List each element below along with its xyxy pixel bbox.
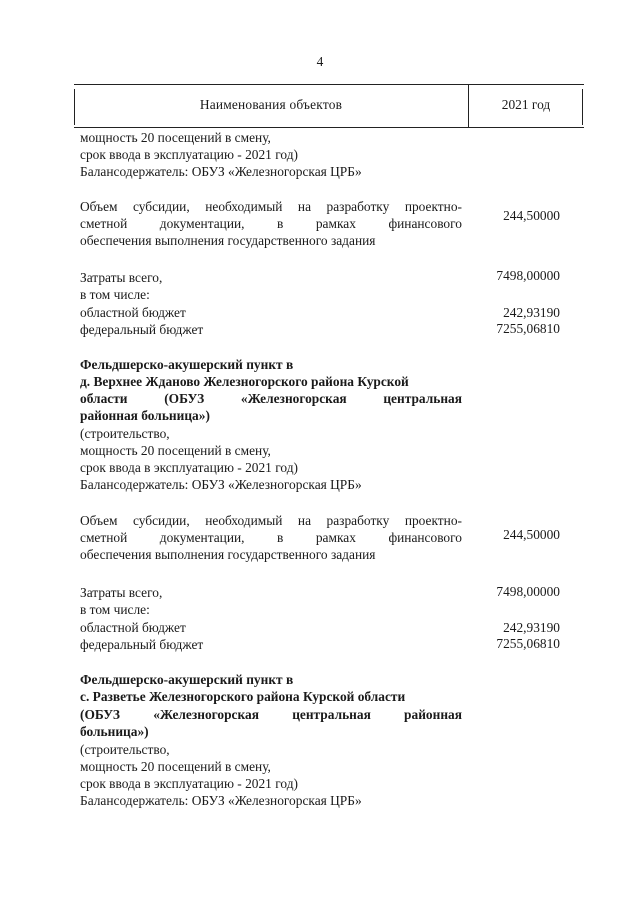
costs-including-label: в том числе: — [80, 287, 150, 302]
commissioning-line: срок ввода в эксплуатацию - 2021 год) — [80, 776, 298, 791]
word: на — [297, 513, 312, 528]
word: документации, — [159, 530, 245, 545]
word: центральная — [383, 391, 462, 406]
subsidy-text-line-2 — [80, 530, 462, 546]
commissioning-line: срок ввода в эксплуатацию - 2021 год) — [80, 147, 298, 162]
regional-budget-value: 242,93190 — [503, 305, 560, 320]
word: (ОБУЗ — [80, 707, 120, 722]
federal-budget-label: федеральный бюджет — [80, 637, 204, 652]
word: на — [297, 199, 312, 214]
regional-budget-label: областной бюджет — [80, 620, 186, 635]
subsidy-text-line-3: обеспечения выполнения государственного задания — [80, 547, 376, 562]
capacity-line: мощность 20 посещений в смену, — [80, 759, 271, 774]
word: центральная — [292, 707, 371, 722]
balance-holder-line: Балансодержатель: ОБУЗ «Железногорская ЦРБ» — [80, 793, 362, 808]
word: «Железногорская — [240, 391, 347, 406]
commissioning-line: срок ввода в эксплуатацию - 2021 год) — [80, 460, 298, 475]
capacity-line: мощность 20 посещений в смену, — [80, 130, 271, 145]
regional-budget-label: областной бюджет — [80, 305, 186, 320]
subsidy-text-line-2 — [80, 216, 462, 232]
word: необходимый — [205, 513, 283, 528]
word: документации, — [159, 216, 245, 231]
word: проектно- — [404, 513, 462, 528]
word: субсидии, — [133, 199, 190, 214]
word: субсидии, — [133, 513, 190, 528]
object-title-line-2: с. Разветье Железногорского района Курской области — [80, 689, 406, 704]
object-title-line-3 — [80, 391, 462, 407]
column-header-year: 2021 год — [501, 97, 551, 112]
federal-budget-value: 7255,06810 — [496, 636, 560, 651]
subsidy-text-line-1 — [80, 513, 462, 529]
word: сметной — [80, 216, 128, 231]
object-title-line-2: д. Верхнее Жданово Железногорского района Курской — [80, 374, 409, 389]
word: проектно- — [404, 199, 462, 214]
object-title-line-1: Фельдшерско-акушерский пункт в — [80, 672, 294, 687]
costs-total-label: Затраты всего, — [80, 270, 163, 285]
costs-total-label: Затраты всего, — [80, 585, 163, 600]
object-title-line-4: больница») — [80, 724, 149, 739]
subsidy-text-line-1 — [80, 199, 462, 215]
federal-budget-label: федеральный бюджет — [80, 322, 204, 337]
object-title-line-3 — [80, 707, 462, 723]
regional-budget-value: 242,93190 — [503, 620, 560, 635]
costs-including-label: в том числе: — [80, 602, 150, 617]
word: финансового — [388, 530, 462, 545]
subsidy-value: 244,50000 — [503, 527, 560, 542]
federal-budget-value: 7255,06810 — [496, 321, 560, 336]
word: в — [277, 216, 284, 231]
balance-holder-line: Балансодержатель: ОБУЗ «Железногорская ЦРБ» — [80, 477, 362, 492]
costs-total-value: 7498,00000 — [496, 268, 560, 283]
word: сметной — [80, 530, 128, 545]
word: области — [80, 391, 128, 406]
object-title-line-1: Фельдшерско-акушерский пункт в — [80, 357, 294, 372]
word: необходимый — [205, 199, 283, 214]
word: районная — [404, 707, 462, 722]
table-header — [74, 84, 584, 128]
construction-line: (строительство, — [80, 742, 170, 757]
subsidy-text-line-3: обеспечения выполнения государственного задания — [80, 233, 376, 248]
subsidy-value: 244,50000 — [503, 208, 560, 223]
word: разработку — [326, 199, 390, 214]
balance-holder-line: Балансодержатель: ОБУЗ «Железногорская ЦРБ» — [80, 164, 362, 179]
capacity-line: мощность 20 посещений в смену, — [80, 443, 271, 458]
word: (ОБУЗ — [164, 391, 205, 406]
costs-total-value: 7498,00000 — [496, 584, 560, 599]
word: рамках — [315, 216, 356, 231]
column-header-name: Наименования объектов — [199, 97, 343, 112]
word: «Железногорская — [153, 707, 259, 722]
construction-line: (строительство, — [80, 426, 170, 441]
word: финансового — [388, 216, 462, 231]
word: Объем — [80, 513, 118, 528]
word: рамках — [315, 530, 356, 545]
word: в — [277, 530, 284, 545]
page-number: 4 — [316, 54, 324, 69]
object-title-line-4: районная больница») — [80, 408, 210, 423]
word: разработку — [326, 513, 390, 528]
word: Объем — [80, 199, 118, 214]
